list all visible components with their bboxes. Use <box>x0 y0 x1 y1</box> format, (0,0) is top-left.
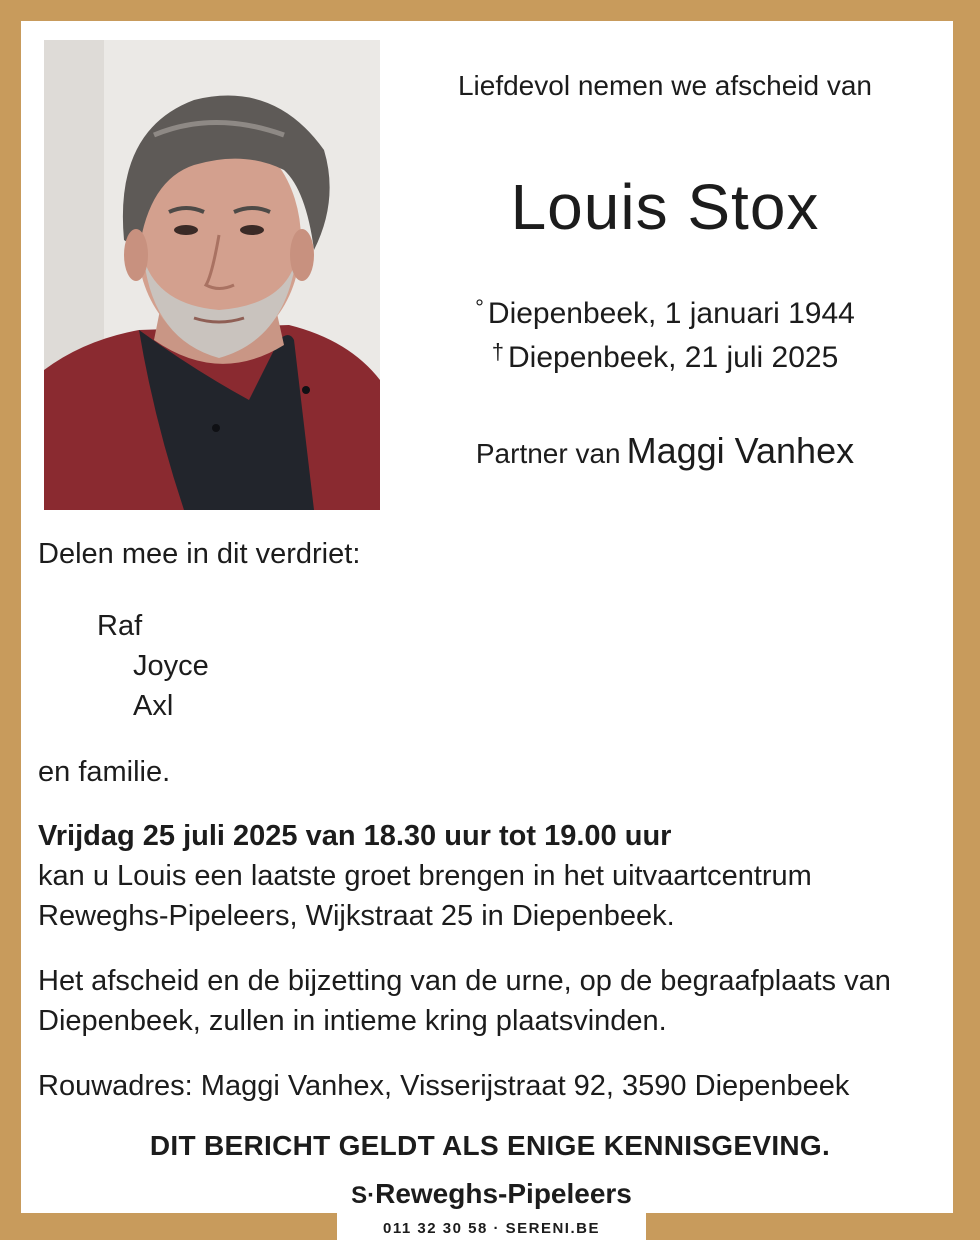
deceased-name: Louis Stox <box>510 171 820 243</box>
death-line <box>380 339 950 375</box>
mourning-address: Rouwadres: Maggi Vanhex, Visserijstraat 92, 3590 Diepenbeek <box>38 1070 850 1102</box>
mourner-name: Raf <box>97 610 143 642</box>
funeral-home-logo <box>337 1178 646 1210</box>
mourners-intro: Delen mee in dit verdriet: <box>38 538 361 570</box>
funeral-home-contact: 011 32 30 58 · SERENI.BE <box>383 1220 600 1237</box>
portrait-photo <box>44 40 380 510</box>
visitation-time: Vrijdag 25 juli 2025 van 18.30 uur tot 19.00 uur <box>38 820 672 852</box>
intro-text: Liefdevol nemen we afscheid van <box>457 70 873 101</box>
partner-name: Maggi Vanhex <box>626 430 855 471</box>
death-text: Diepenbeek, 21 juli 2025 <box>508 341 839 374</box>
birth-symbol: ° <box>475 295 484 320</box>
partner-line <box>380 430 950 472</box>
funeral-home-name: Reweghs-Pipeleers <box>375 1178 632 1209</box>
farewell-line: Het afscheid en de bijzetting van de urne, op de begraafplaats van <box>38 965 891 997</box>
mourner-name: Axl <box>133 690 174 722</box>
logo-mark: S· <box>351 1182 376 1209</box>
mourner-name: Joyce <box>133 650 209 682</box>
visitation-line: Reweghs-Pipeleers, Wijkstraat 25 in Diepenbeek. <box>38 900 675 932</box>
notice-text: DIT BERICHT GELDT ALS ENIGE KENNISGEVING. <box>149 1130 831 1161</box>
birth-text: Diepenbeek, 1 januari 1944 <box>487 297 855 330</box>
birth-line <box>380 295 950 331</box>
death-symbol: † <box>491 339 504 364</box>
farewell-line: Diepenbeek, zullen in intieme kring plaatsvinden. <box>38 1005 667 1037</box>
partner-label: Partner van <box>475 438 621 469</box>
visitation-line: kan u Louis een laatste groet brengen in het uitvaartcentrum <box>38 860 812 892</box>
mourners-closing: en familie. <box>38 756 171 788</box>
